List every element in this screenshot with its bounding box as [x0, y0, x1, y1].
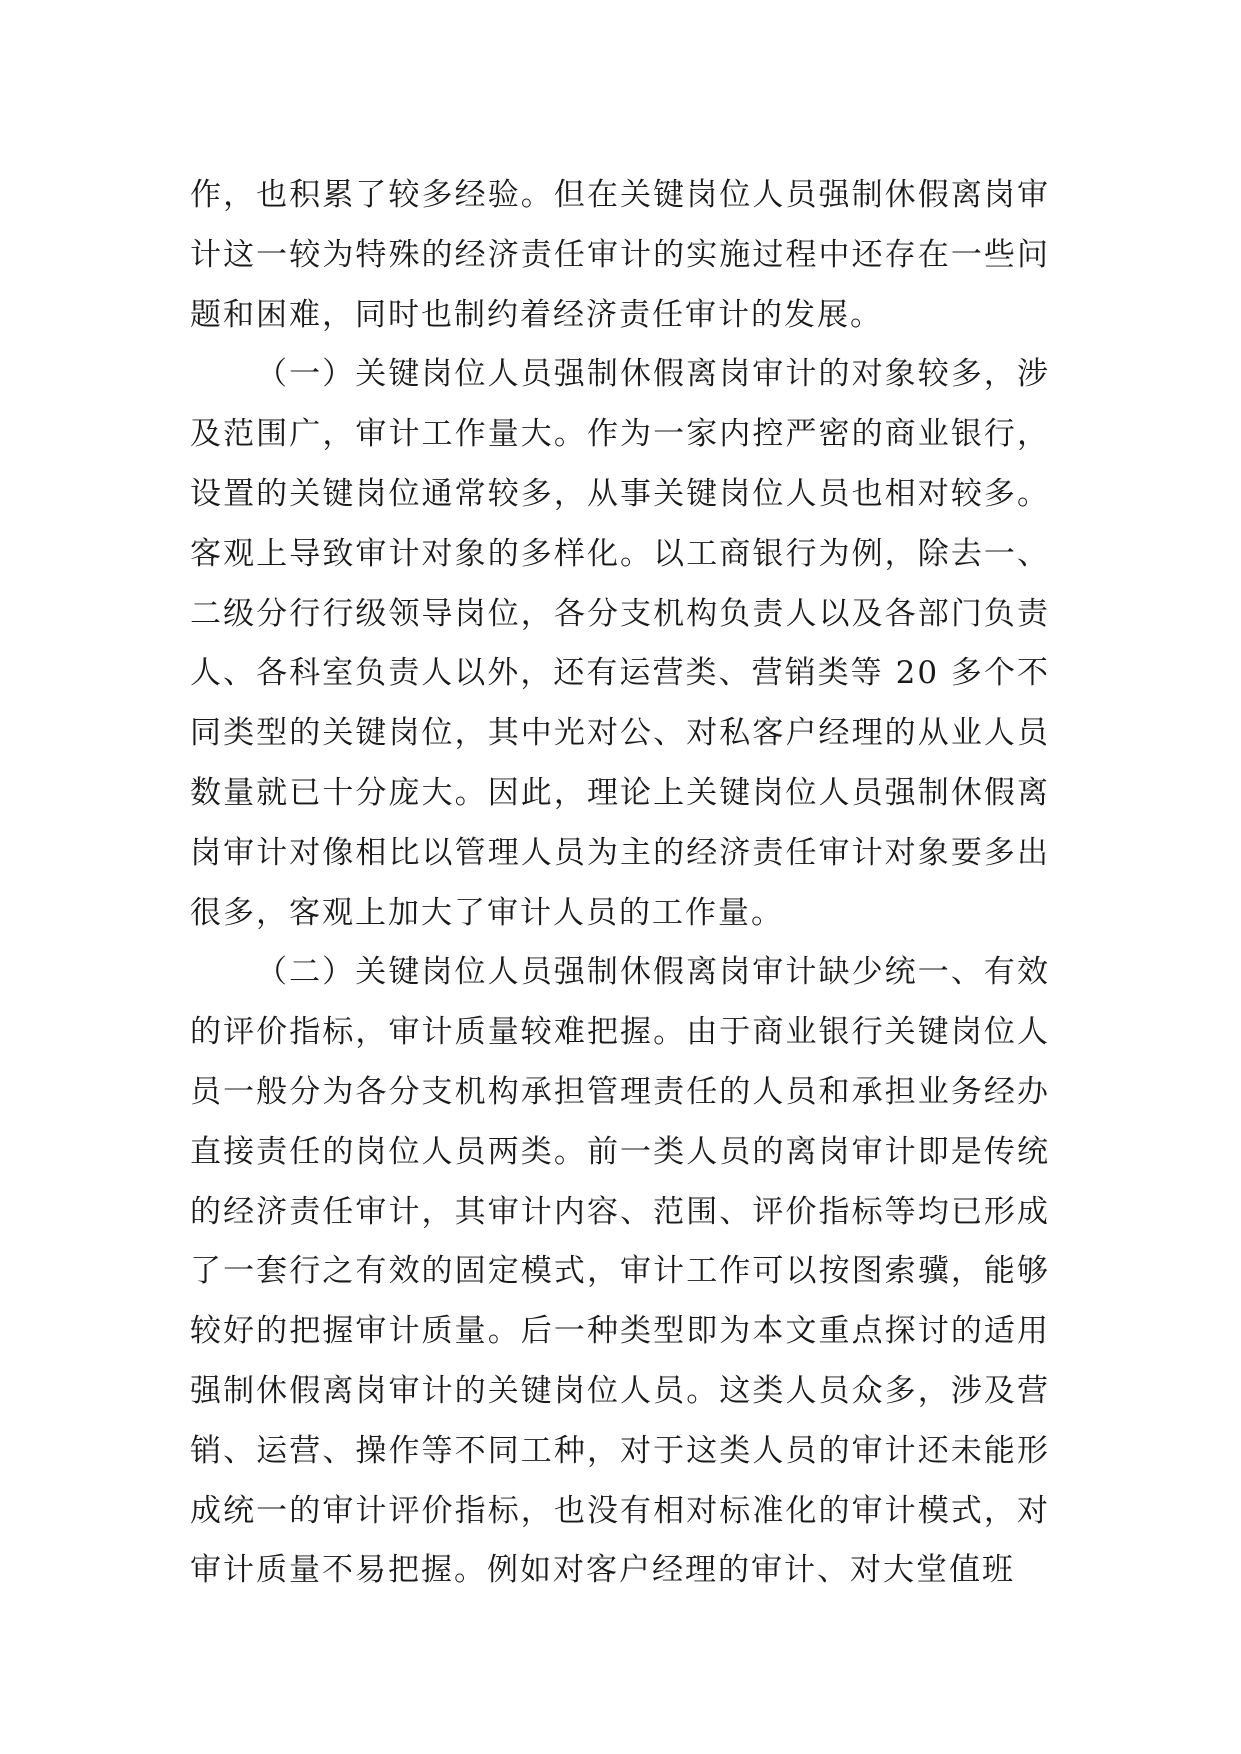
- paragraph-section-one: （一）关键岗位人员强制休假离岗审计的对象较多，涉及范围广，审计工作量大。作为一家内控严密的商业银行，设置的关键岗位通常较多，从事关键岗位人员也相对较多。客观上导致审计对象的多样化。以工商银行为例，除去一、二级分行行级领导岗位，各分支机构负责人以及各部门负责人、各科室负责人以外，还有运营类、营销类等 20 多个不同类型的关键岗位，其中光对公、对私客户经理的从业人员数量就已十分庞大。因此，理论上关键岗位人员强制休假离岗审计对像相比以管理人员为主的经济责任审计对象要多出很多，客观上加大了审计人员的工作量。: [190, 356, 1050, 931]
- paragraph-section-two: （二）关键岗位人员强制休假离岗审计缺少统一、有效的评价指标，审计质量较难把握。由于商业银行关键岗位人员一般分为各分支机构承担管理责任的人员和承担业务经办直接责任的岗位人员两类。前一类人员的离岗审计即是传统的经济责任审计，其审计内容、范围、评价指标等均已形成了一套行之有效的固定模式，审计工作可以按图索骥，能够较好的把握审计质量。后一种类型即为本文重点探讨的适用强制休假离岗审计的关键岗位人员。这类人员众多，涉及营销、运营、操作等不同工种，对于这类人员的审计还未能形成统一的审计评价指标，也没有相对标准化的审计模式，对审计质量不易把握。例如对客户经理的审计、对大堂值班: [190, 954, 1050, 1589]
- body-text: [190, 166, 1050, 1601]
- paragraph-continuation: 作，也积累了较多经验。但在关键岗位人员强制休假离岗审计这一较为特殊的经济责任审计的实施过程中还存在一些问题和困难，同时也制约着经济责任审计的发展。: [190, 177, 1050, 333]
